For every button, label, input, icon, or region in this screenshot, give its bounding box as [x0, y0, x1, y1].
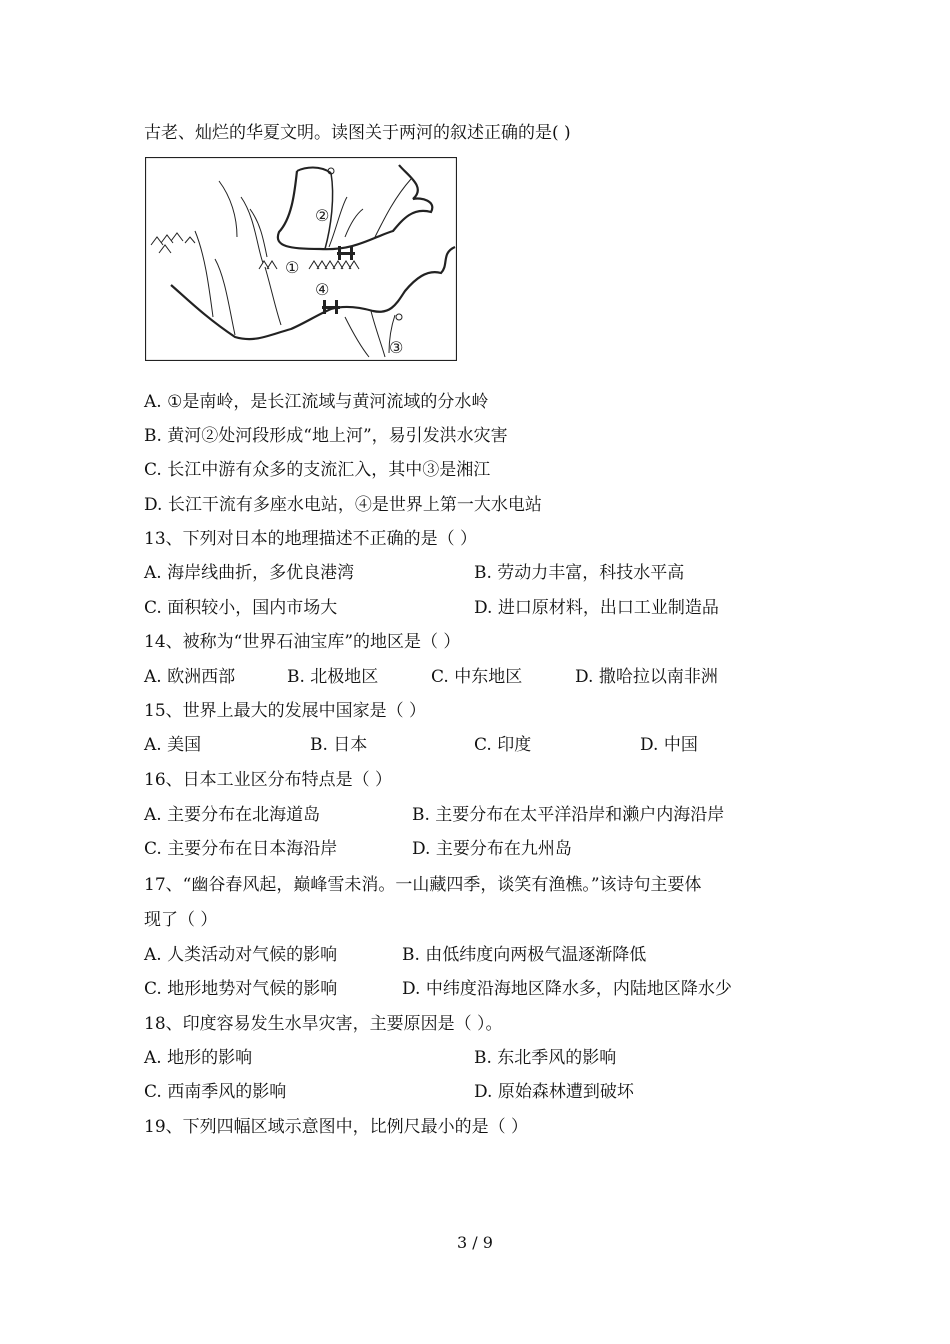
two-rivers-map — [145, 157, 457, 361]
q14-option-a: A. 欧洲西部 — [144, 667, 236, 687]
q17-option-c: C. 地形地势对气候的影响 — [144, 979, 338, 999]
q17-stem-line1: 17、“幽谷春风起，巅峰雪未消。一山藏四季，谈笑有渔樵。”该诗句主要体 — [144, 875, 702, 895]
q17-option-a: A. 人类活动对气候的影响 — [144, 945, 338, 965]
q18-stem: 18、印度容易发生水旱灾害，主要原因是（ ）。 — [144, 1014, 503, 1034]
q18-option-a: A. 地形的影响 — [144, 1048, 253, 1068]
q16-stem: 16、日本工业区分布特点是（ ） — [144, 770, 393, 790]
q13-option-a: A. 海岸线曲折，多优良港湾 — [144, 563, 355, 583]
q15-option-d: D. 中国 — [640, 735, 698, 755]
q18-option-d: D. 原始森林遭到破坏 — [474, 1082, 634, 1102]
q14-option-c: C. 中东地区 — [431, 667, 523, 687]
map-marker-1: ① — [285, 258, 300, 277]
q18-option-b: B. 东北季风的影响 — [474, 1048, 617, 1068]
q16-option-c: C. 主要分布在日本海沿岸 — [144, 839, 338, 859]
map-marker-4: ④ — [315, 280, 330, 299]
q14-option-b: B. 北极地区 — [287, 667, 379, 687]
q15-option-b: B. 日本 — [310, 735, 368, 755]
q18-option-c: C. 西南季风的影响 — [144, 1082, 287, 1102]
q16-option-b: B. 主要分布在太平洋沿岸和濑户内海沿岸 — [412, 805, 725, 825]
q14-option-d: D. 撒哈拉以南非洲 — [575, 667, 718, 687]
q19-stem: 19、下列四幅区域示意图中，比例尺最小的是（ ） — [144, 1117, 529, 1137]
q13-stem: 13、下列对日本的地理描述不正确的是（ ） — [144, 529, 478, 549]
q12-option-a: A. ①是南岭，是长江流域与黄河流域的分水岭 — [144, 392, 489, 412]
q17-option-b: B. 由低纬度向两极气温逐渐降低 — [402, 945, 647, 965]
q17-option-d: D. 中纬度沿海地区降水多，内陆地区降水少 — [402, 979, 732, 999]
page-number: 3 / 9 — [457, 1233, 493, 1252]
map-marker-2: ② — [315, 206, 330, 225]
q17-stem-line2: 现了（ ） — [144, 910, 218, 930]
q14-stem: 14、被称为“世界石油宝库”的地区是（ ） — [144, 632, 461, 652]
q12-option-d: D. 长江干流有多座水电站，④是世界上第一大水电站 — [144, 495, 542, 515]
q12-option-b: B. 黄河②处河段形成“地上河”，易引发洪水灾害 — [144, 426, 508, 446]
q15-option-c: C. 印度 — [474, 735, 532, 755]
q13-option-c: C. 面积较小，国内市场大 — [144, 598, 338, 618]
map-marker-3: ③ — [389, 338, 404, 357]
q12-option-c: C. 长江中游有众多的支流汇入，其中③是湘江 — [144, 460, 491, 480]
q16-option-a: A. 主要分布在北海道岛 — [144, 805, 321, 825]
q13-option-d: D. 进口原材料，出口工业制造品 — [474, 598, 719, 618]
q13-option-b: B. 劳动力丰富，科技水平高 — [474, 563, 685, 583]
question-12-intro: 古老、灿烂的华夏文明。读图关于两河的叙述正确的是( ) — [144, 123, 571, 143]
q15-option-a: A. 美国 — [144, 735, 202, 755]
q15-stem: 15、世界上最大的发展中国家是（ ） — [144, 701, 427, 721]
q16-option-d: D. 主要分布在九州岛 — [412, 839, 572, 859]
